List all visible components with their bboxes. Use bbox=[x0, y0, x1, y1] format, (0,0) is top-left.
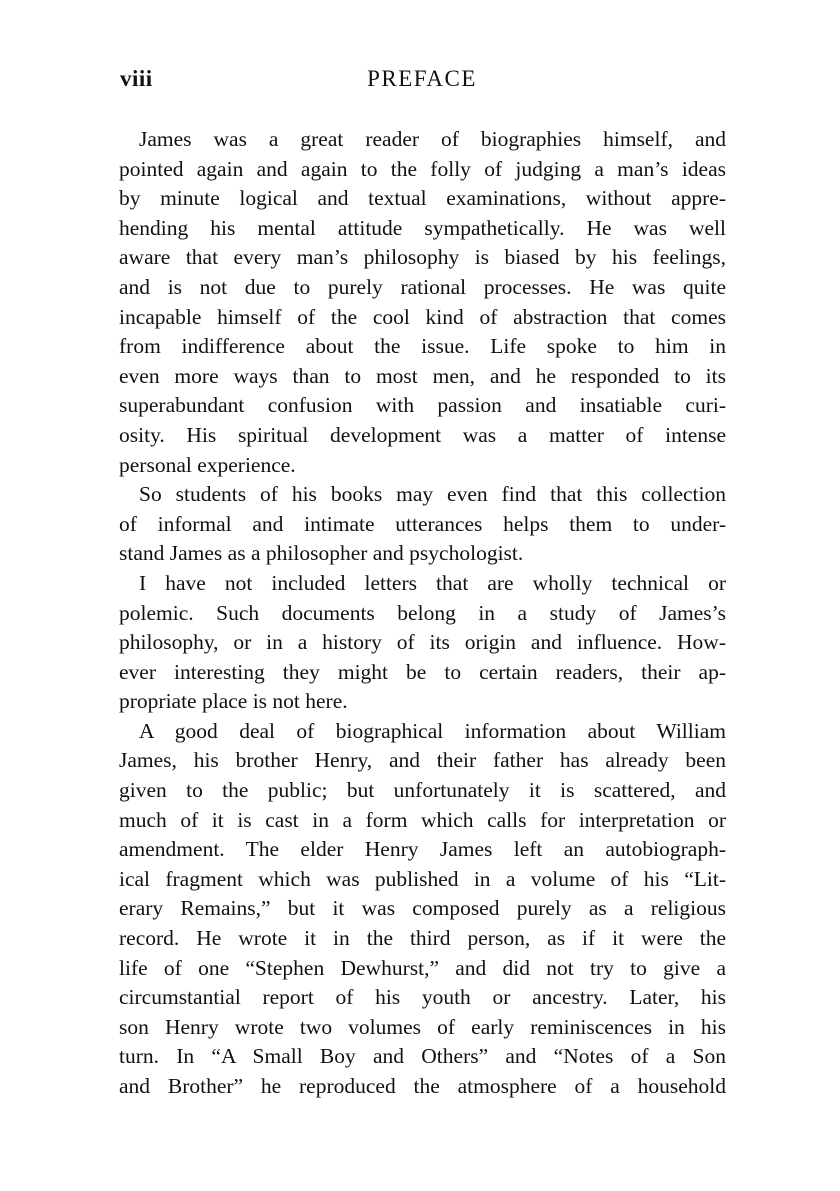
paragraph-line: much of it is cast in a form which calls for interpretation or bbox=[119, 807, 726, 832]
paragraph-line: son Henry wrote two volumes of early reminiscences in his bbox=[119, 1014, 726, 1039]
paragraph-line: from indifference about the issue. Life spoke to him in bbox=[119, 334, 726, 359]
paragraph-line: James was a great reader of biographies himself, and bbox=[139, 127, 726, 151]
running-head bbox=[120, 66, 724, 100]
paragraph-line: turn. In “A Small Boy and Others” and “Notes of a Son bbox=[119, 1044, 726, 1069]
paragraph-line: personal experience. bbox=[119, 452, 296, 477]
running-title: PREFACE bbox=[367, 66, 477, 91]
paragraph-line: circumstantial report of his youth or ancestry. Later, his bbox=[119, 985, 726, 1010]
paragraph-line: by minute logical and textual examinations, without appre- bbox=[119, 186, 726, 211]
paragraph-line: amendment. The elder Henry James left an autobiograph- bbox=[119, 837, 726, 862]
paragraph-line: and is not due to purely rational processes. He was quite bbox=[119, 274, 726, 299]
paragraph-line: ical fragment which was published in a volume of his “Lit- bbox=[119, 866, 726, 891]
paragraph-line: erary Remains,” but it was composed purely as a religious bbox=[119, 896, 726, 921]
paragraph-line: polemic. Such documents belong in a study of James’s bbox=[119, 600, 726, 625]
paragraph-line: hending his mental attitude sympathetically. He was well bbox=[119, 215, 726, 240]
paragraph-line: aware that every man’s philosophy is biased by his feelings, bbox=[119, 245, 726, 270]
paragraph-line: even more ways than to most men, and he responded to its bbox=[119, 363, 726, 388]
paragraph-line: given to the public; but unfortunately it is scattered, and bbox=[119, 778, 726, 803]
paragraph-line: incapable himself of the cool kind of abstraction that comes bbox=[119, 304, 726, 329]
body-text bbox=[119, 125, 726, 1102]
paragraph-line: propriate place is not here. bbox=[119, 689, 348, 714]
paragraph-line: osity. His spiritual development was a matter of intense bbox=[119, 422, 726, 447]
paragraph-line: philosophy, or in a history of its origin and influence. How- bbox=[119, 630, 726, 655]
paragraph-line: I have not included letters that are wholly technical or bbox=[139, 570, 726, 595]
paragraph-line: A good deal of biographical information about William bbox=[139, 718, 726, 743]
page-number: viii bbox=[120, 66, 153, 91]
paragraph-line: of informal and intimate utterances helps them to under- bbox=[119, 511, 726, 536]
paragraph-line: pointed again and again to the folly of judging a man’s ideas bbox=[119, 156, 726, 181]
paragraph-line: So students of his books may even find that this collection bbox=[139, 482, 726, 507]
paragraph-line: and Brother” he reproduced the atmosphere of a household bbox=[119, 1074, 726, 1098]
paragraph-line: stand James as a philosopher and psychologist. bbox=[119, 541, 524, 566]
paragraph-line: superabundant confusion with passion and insatiable curi- bbox=[119, 393, 726, 418]
paragraph-line: life of one “Stephen Dewhurst,” and did not try to give a bbox=[119, 955, 726, 980]
paragraph-line: James, his brother Henry, and their father has already been bbox=[119, 748, 726, 773]
paragraph-line: record. He wrote it in the third person, as if it were the bbox=[119, 926, 726, 951]
paragraph-line: ever interesting they might be to certain readers, their ap- bbox=[119, 659, 726, 684]
